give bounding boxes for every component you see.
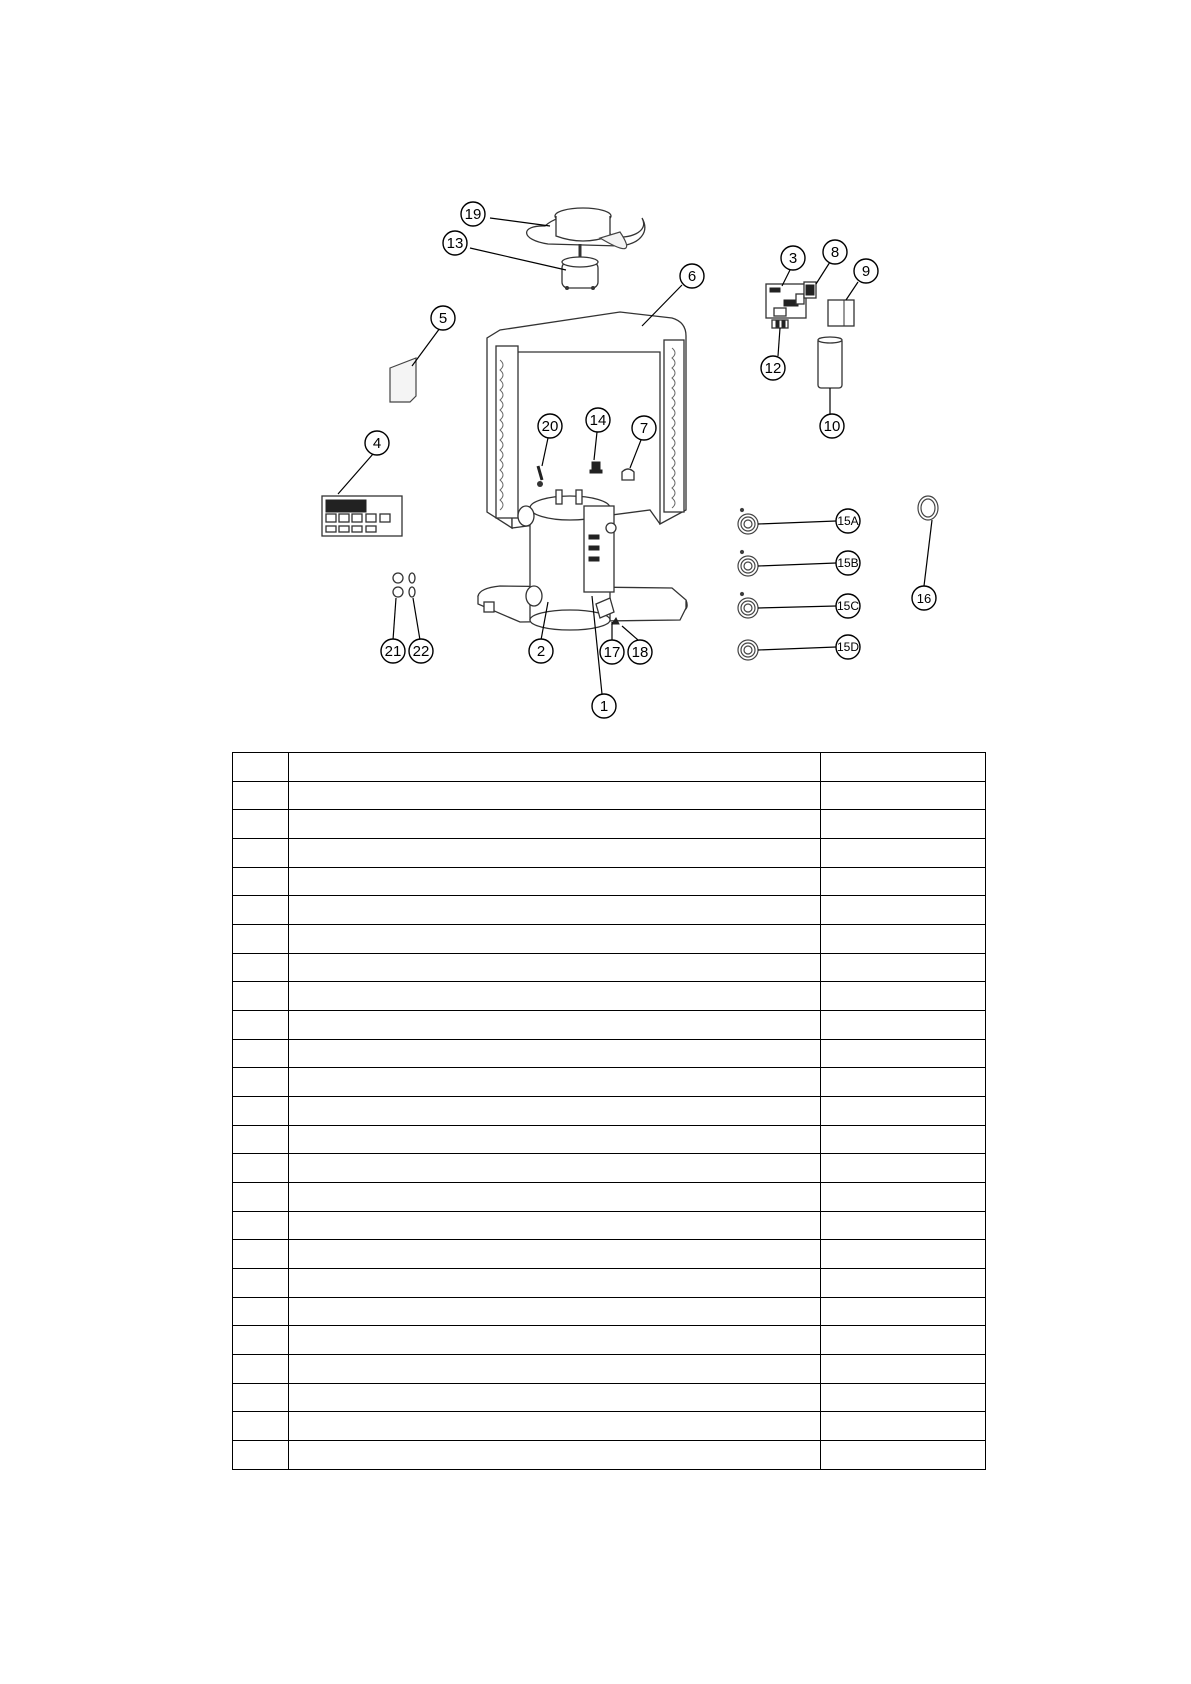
table-cell <box>821 1097 986 1126</box>
table-cell <box>289 1011 821 1040</box>
table-row <box>233 1183 986 1212</box>
callout-22 <box>409 598 433 663</box>
table-row <box>233 867 986 896</box>
table-cell <box>233 896 289 925</box>
table-cell <box>289 1326 821 1355</box>
table-cell <box>289 896 821 925</box>
table-cell <box>233 1211 289 1240</box>
table-row <box>233 1441 986 1470</box>
table-cell <box>821 1154 986 1183</box>
table-row <box>233 1211 986 1240</box>
callout-5-label: 5 <box>438 310 448 327</box>
fan-motor <box>562 244 598 290</box>
callout-7-label: 7 <box>639 420 649 437</box>
table-cell <box>233 1039 289 1068</box>
table-row <box>233 1097 986 1126</box>
table-cell <box>233 1240 289 1269</box>
callout-8-label: 8 <box>830 244 840 261</box>
table-cell <box>289 810 821 839</box>
table-cell <box>289 982 821 1011</box>
table-cell <box>821 1412 986 1441</box>
table-row <box>233 753 986 782</box>
table-cell <box>233 1125 289 1154</box>
callout-15B <box>758 551 860 575</box>
table-cell <box>233 1269 289 1298</box>
table-row <box>233 1068 986 1097</box>
table-cell <box>821 1269 986 1298</box>
callout-15B-label: 15B <box>837 556 859 570</box>
sensor-15B <box>738 551 758 577</box>
table-cell <box>289 1125 821 1154</box>
table-cell <box>821 953 986 982</box>
table-row <box>233 953 986 982</box>
wired-controller <box>322 496 402 536</box>
table-cell <box>233 1154 289 1183</box>
callout-2-label: 2 <box>536 643 546 660</box>
table-cell <box>289 1211 821 1240</box>
control-board <box>766 284 806 318</box>
table-cell <box>821 1125 986 1154</box>
table-cell <box>289 1297 821 1326</box>
valve-14 <box>590 462 602 473</box>
table-cell <box>233 867 289 896</box>
table-cell <box>233 781 289 810</box>
callout-18-label: 18 <box>631 644 649 661</box>
table-row <box>233 1269 986 1298</box>
table-cell <box>233 839 289 868</box>
callout-21 <box>381 598 405 663</box>
exploded-parts-diagram <box>0 0 1191 750</box>
table-cell <box>821 781 986 810</box>
table-cell <box>289 1039 821 1068</box>
table-cell <box>289 925 821 954</box>
table-cell <box>289 1441 821 1470</box>
valve-7 <box>622 469 634 480</box>
sensor-15A <box>738 509 758 535</box>
callout-3-label: 3 <box>788 250 798 267</box>
table-row <box>233 1039 986 1068</box>
table-cell <box>289 1183 821 1212</box>
table-cell <box>233 1441 289 1470</box>
table-cell <box>289 1154 821 1183</box>
table-cell <box>233 1412 289 1441</box>
table-cell <box>821 1383 986 1412</box>
table-cell <box>821 810 986 839</box>
table-cell <box>821 1355 986 1384</box>
table-cell <box>289 1412 821 1441</box>
table-cell <box>821 753 986 782</box>
callout-14-label: 14 <box>589 412 607 429</box>
callout-20-label: 20 <box>541 418 559 435</box>
table-cell <box>233 1097 289 1126</box>
table-cell <box>289 1097 821 1126</box>
callout-12 <box>761 328 785 380</box>
table-cell <box>821 867 986 896</box>
table-row <box>233 810 986 839</box>
table-cell <box>821 982 986 1011</box>
callout-4 <box>338 431 389 494</box>
table-cell <box>821 1297 986 1326</box>
table-cell <box>821 1441 986 1470</box>
table-cell <box>233 982 289 1011</box>
callout-10-label: 10 <box>823 418 841 435</box>
callout-9 <box>846 259 878 300</box>
table-cell <box>821 1240 986 1269</box>
table-cell <box>821 1011 986 1040</box>
parts-table-body <box>233 753 986 1470</box>
callout-17-label: 17 <box>603 644 621 661</box>
capacitor-9 <box>828 300 854 326</box>
table-cell <box>289 1269 821 1298</box>
table-cell <box>233 1297 289 1326</box>
table-cell <box>821 1326 986 1355</box>
table-cell <box>289 953 821 982</box>
table-cell <box>233 953 289 982</box>
table-cell <box>233 810 289 839</box>
callout-16 <box>912 520 936 610</box>
table-row <box>233 1412 986 1441</box>
table-cell <box>233 1383 289 1412</box>
callout-19-label: 19 <box>464 206 482 223</box>
table-cell <box>289 839 821 868</box>
callout-10 <box>820 388 844 438</box>
table-cell <box>233 753 289 782</box>
table-cell <box>821 1183 986 1212</box>
nuts-21 <box>393 573 403 597</box>
callout-21-label: 21 <box>384 643 402 660</box>
callout-5 <box>412 306 455 366</box>
callout-17 <box>600 622 624 664</box>
callout-16-label: 16 <box>916 591 932 606</box>
table-cell <box>289 1240 821 1269</box>
table-cell <box>233 1068 289 1097</box>
callout-7 <box>630 416 656 468</box>
table-row <box>233 1297 986 1326</box>
sensor-15D <box>738 640 758 660</box>
table-cell <box>821 839 986 868</box>
parts-list-table <box>232 752 986 1470</box>
table-row <box>233 781 986 810</box>
table-row <box>233 1383 986 1412</box>
callout-15A-label: 15A <box>837 514 859 528</box>
table-cell <box>821 925 986 954</box>
table-cell <box>233 1011 289 1040</box>
callout-9-label: 9 <box>861 263 871 280</box>
table-cell <box>233 1355 289 1384</box>
callout-15C <box>758 594 860 618</box>
table-cell <box>289 753 821 782</box>
table-row <box>233 1154 986 1183</box>
table-row <box>233 1326 986 1355</box>
callout-3 <box>781 246 805 286</box>
sensor-15C <box>738 593 758 619</box>
table-cell <box>289 1355 821 1384</box>
callout-15D-label: 15D <box>836 640 860 654</box>
table-row <box>233 1011 986 1040</box>
callout-15A <box>758 509 860 533</box>
table-row <box>233 839 986 868</box>
fan-blade <box>527 208 645 249</box>
table-cell <box>289 1068 821 1097</box>
callout-15C-label: 15C <box>836 599 860 613</box>
callout-22-label: 22 <box>412 643 430 660</box>
washers-22 <box>409 573 415 597</box>
table-row <box>233 982 986 1011</box>
table-cell <box>821 1211 986 1240</box>
table-cell <box>233 925 289 954</box>
table-row <box>233 1125 986 1154</box>
callout-1-label: 1 <box>599 698 609 715</box>
callout-8 <box>816 240 847 284</box>
callout-15D <box>758 635 860 659</box>
table-row <box>233 1355 986 1384</box>
table-row <box>233 925 986 954</box>
callout-19 <box>461 202 550 226</box>
callout-18 <box>622 626 652 664</box>
table-cell <box>233 1326 289 1355</box>
callout-12-label: 12 <box>764 360 782 377</box>
cover-5 <box>390 358 416 402</box>
table-cell <box>821 896 986 925</box>
callout-13-label: 13 <box>446 235 464 252</box>
sensor-16 <box>918 496 938 520</box>
table-cell <box>289 867 821 896</box>
table-row <box>233 1240 986 1269</box>
table-cell <box>233 1183 289 1212</box>
capacitor-10 <box>818 337 842 388</box>
table-cell <box>821 1039 986 1068</box>
terminal-12 <box>772 320 788 328</box>
callout-4-label: 4 <box>372 435 382 452</box>
relay-8 <box>804 282 816 298</box>
table-cell <box>821 1068 986 1097</box>
callout-6-label: 6 <box>687 268 697 285</box>
table-cell <box>289 781 821 810</box>
table-cell <box>289 1383 821 1412</box>
callout-6 <box>642 264 704 326</box>
table-row <box>233 896 986 925</box>
